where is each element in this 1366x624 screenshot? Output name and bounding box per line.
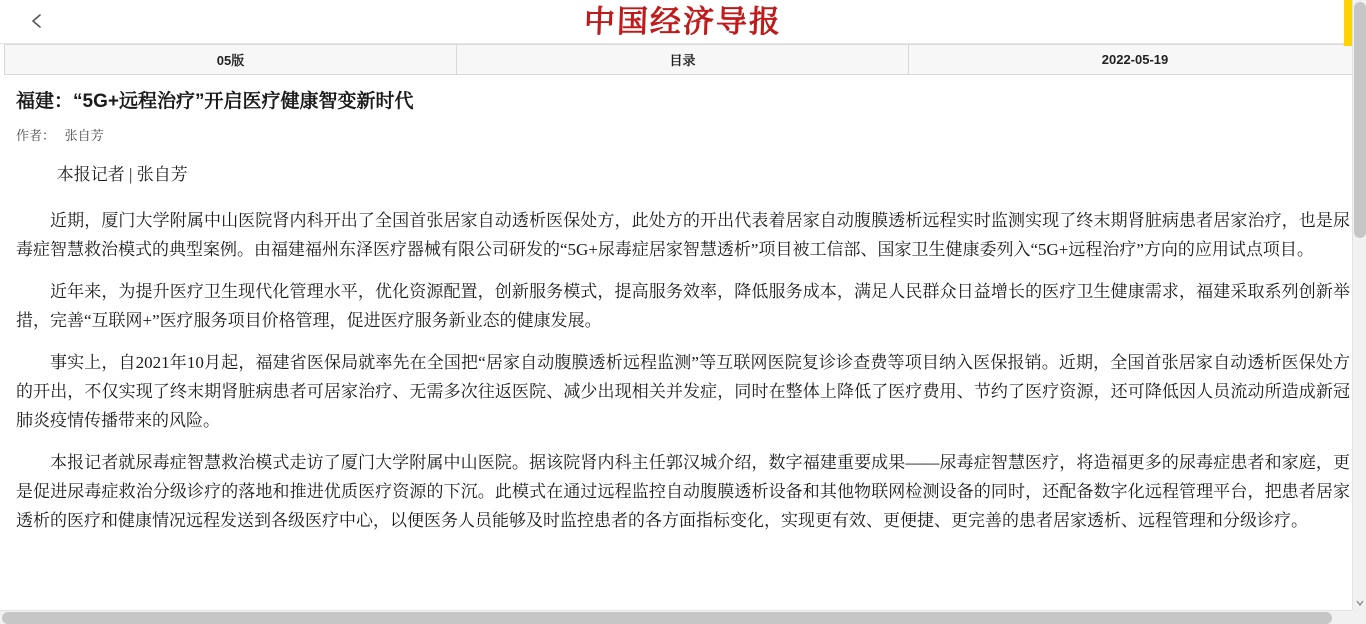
scrollbar-corner bbox=[1352, 610, 1366, 624]
masthead bbox=[0, 0, 1366, 44]
article-title: 福建：“5G+远程治疗”开启医疗健康智变新时代 bbox=[16, 91, 414, 112]
vertical-scrollbar-thumb[interactable] bbox=[1354, 2, 1366, 238]
newspaper-logo bbox=[0, 2, 1366, 42]
article-paragraph: 近年来，为提升医疗卫生现代化管理水平，优化资源配置，创新服务模式，提高服务效率，降低服务成本，满足人民群众日益增长的医疗卫生健康需求，福建采取系列创新举措，完善“互联网+”医疗服务项目价格管理，促进医疗服务新业态的健康发展。 bbox=[16, 282, 1350, 330]
tab-page-number[interactable]: 05版 bbox=[5, 45, 457, 74]
author-name: 张自芳 bbox=[64, 128, 104, 143]
author-label: 作者： bbox=[16, 128, 56, 143]
scroll-down-arrow-icon[interactable] bbox=[1353, 596, 1366, 610]
article-lead: 本报记者 | 张自芳 bbox=[56, 165, 188, 184]
horizontal-scrollbar-thumb[interactable] bbox=[2, 612, 1332, 624]
newspaper-logo-text: 中国经济导报 bbox=[583, 4, 783, 39]
article-paragraph: 近期，厦门大学附属中山医院肾内科开出了全国首张居家自动透析医保处方，此处方的开出代表着居家自动腹膜透析远程实时监测实现了终末期肾脏病患者居家治疗，也是尿毒症智慧救治模式的典型案例。由福建福州东泽医疗器械有限公司研发的“5G+尿毒症居家智慧透析”项目被工信部、国家卫生健康委列入“5G+远程治疗”方向的应用试点项目。 bbox=[16, 211, 1350, 259]
page-edge-marker bbox=[1344, 0, 1352, 46]
article-byline bbox=[16, 125, 1350, 144]
tab-date[interactable]: 2022-05-19 bbox=[909, 45, 1361, 74]
tab-bar bbox=[4, 44, 1362, 75]
article bbox=[0, 75, 1366, 535]
article-paragraph: 本报记者就尿毒症智慧救治模式走访了厦门大学附属中山医院。据该院肾内科主任郭汉城介绍，数字福建重要成果——尿毒症智慧医疗，将造福更多的尿毒症患者和家庭，更是促进尿毒症救治分级诊疗的落地和推进优质医疗资源的下沉。此模式在通过远程监控自动腹膜透析设备和其他物联网检测设备的同时，还配备数字化远程管理平台，把患者居家透析的医疗和健康情况远程发送到各级医疗中心，以便医务人员能够及时监控患者的各方面指标变化，实现更有效、更便捷、更完善的患者居家透析、远程管理和分级诊疗。 bbox=[16, 453, 1350, 530]
article-body bbox=[16, 160, 1350, 535]
vertical-scrollbar[interactable] bbox=[1352, 0, 1366, 624]
tab-catalog[interactable]: 目录 bbox=[457, 45, 909, 74]
horizontal-scrollbar[interactable] bbox=[0, 610, 1366, 624]
article-paragraph: 事实上，自2021年10月起，福建省医保局就率先在全国把“居家自动腹膜透析远程监测”等互联网医院复诊诊查费等项目纳入医保报销。近期，全国首张居家自动透析医保处方的开出，不仅实现了终末期肾脏病患者可居家治疗、无需多次往返医院、减少出现相关并发症，同时在整体上降低了医疗费用、节约了医疗资源，还可降低因人员流动所造成新冠肺炎疫情传播带来的风险。 bbox=[16, 353, 1350, 430]
